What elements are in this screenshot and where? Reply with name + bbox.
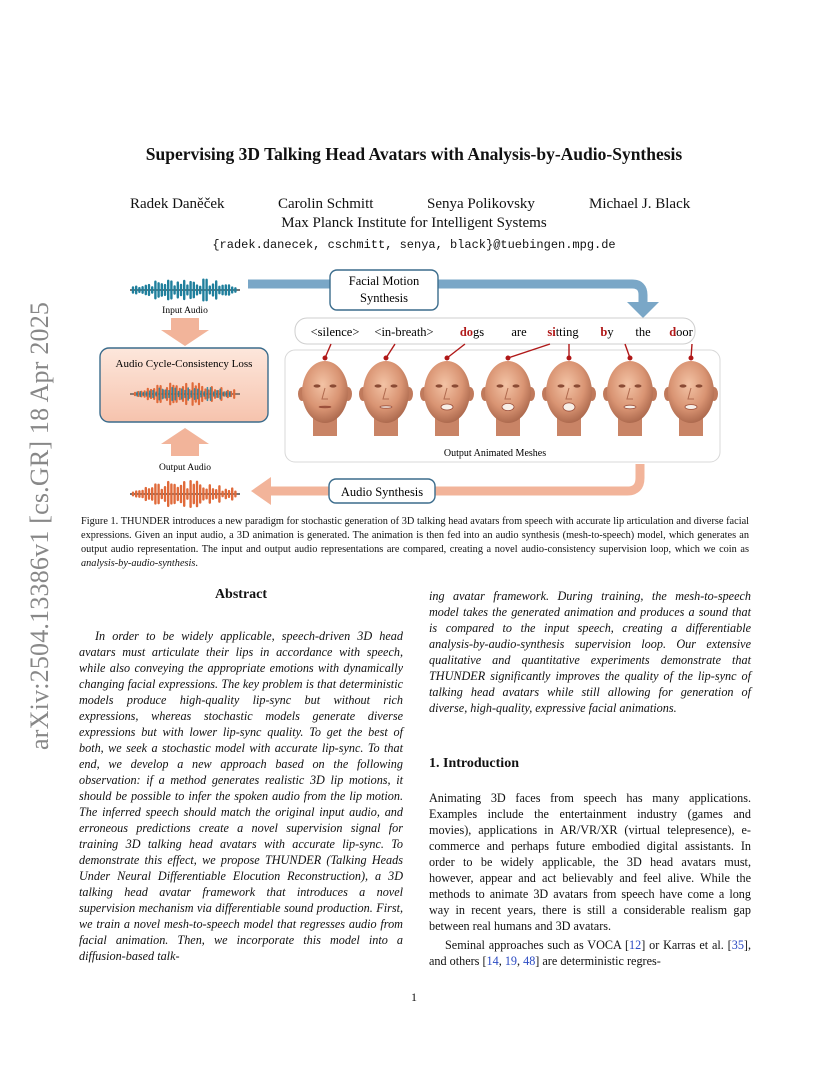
output-audio-label: Output Audio bbox=[159, 463, 211, 473]
intro-text: ] or Karras et al. [ bbox=[641, 938, 732, 952]
author-3: Senya Polikovsky bbox=[427, 196, 535, 212]
citation-link[interactable]: 35 bbox=[731, 938, 744, 952]
arxiv-stamp: arXiv:2504.13386v1 [cs.GR] 18 Apr 2025 bbox=[25, 301, 54, 750]
intro-text: , bbox=[498, 954, 505, 968]
transcript-word: dogs bbox=[459, 325, 485, 339]
arrow-head-icon bbox=[251, 477, 271, 505]
word-arrow-head bbox=[384, 356, 388, 360]
audio-synthesis-arrow bbox=[267, 464, 640, 491]
transcript-word: <in-breath> bbox=[374, 325, 434, 339]
abstract-left: In order to be widely applicable, speech-driven 3D head avatars must articulate their lips in accordance with speech, while also conveying the appropriate emotions with dynamically changing facial expressions. The key problem is that deterministic models produce high-quality lip-sync but without rich expressions, whereas stochastic models generate diverse expressions but with lower lip-sync quality. To get the best of both, we seek a stochastic model with accurate lip-sync. To that end, we develop a new approach based on the following observation: if a method generates realistic 3D lip motions, it should be possible to infer the spoken audio from the lip motion. The inferred speech should match the original input audio, and erroneous predictions create a novel supervision signal for training 3D talking head avatars with accurate lip-sync. To demonstrate this effect, we propose THUNDER (Talking Heads Under Neural Differentiable Elocution Reconstruction), a 3D talking head avatar framework that introduces a novel supervision mechanism via differentiable sound production. First, we train a novel mesh-to-speech model that regresses audio from facial animation. Then, we incorporate this model into a diffusion-based talk- bbox=[79, 629, 403, 963]
intro-text: , bbox=[517, 954, 524, 968]
citation-link[interactable]: 14 bbox=[486, 954, 499, 968]
introduction-heading: 1. Introduction bbox=[429, 756, 519, 771]
meshes-label: Output Animated Meshes bbox=[443, 448, 547, 459]
caption-emphasis: analysis-by-audio-synthesis bbox=[81, 558, 196, 569]
author-emails: {radek.danecek, cschmitt, senya, black}@tuebingen.mpg.de bbox=[212, 238, 616, 252]
intro-paragraph-2 bbox=[429, 937, 751, 969]
paper-title: Supervising 3D Talking Head Avatars with Analysis-by-Audio-Synthesis bbox=[145, 144, 683, 164]
page-number: 1 bbox=[411, 990, 417, 1004]
teaser-figure bbox=[95, 266, 735, 511]
loss-label: Audio Cycle-Consistency Loss bbox=[115, 358, 253, 370]
output-audio-waveform bbox=[130, 481, 240, 507]
transcript-word: door bbox=[669, 325, 693, 339]
caption-text: Figure 1. THUNDER introduces a new paradigm for stochastic generation of 3D talking head avatars from speech with accurate lip articulation and diverse facial expressions. Given an input audio, a 3D animation is generated. The animation is then fed into an audio synthesis (mesh-to-speech) model, which generates an output audio representation. The input and output audio representations are compared, creating a novel audio-consistency supervision loop, which we coin as bbox=[81, 516, 749, 555]
abstract-right: ing avatar framework. During training, the mesh-to-speech model takes the generated animation and produces a sound that is compared to the input speech, creating a differentiable analysis-by-audio-synthesis supervision loop. Our extensive qualitative and quantitative experiments demonstrate that THUNDER significantly improves the quality of the lip-sync of talking head avatars while still allowing for generation of diverse, high-quality, expressive facial animations. bbox=[429, 589, 751, 715]
word-arrow-head bbox=[506, 356, 510, 360]
input-audio-label: Input Audio bbox=[162, 306, 208, 316]
affiliation: Max Planck Institute for Intelligent Systems bbox=[281, 215, 547, 231]
author-1: Radek Daněček bbox=[130, 196, 225, 212]
facial-motion-arrow bbox=[248, 284, 643, 304]
caption-end: . bbox=[195, 558, 198, 569]
word-arrow-head bbox=[689, 356, 693, 360]
transcript-word: by bbox=[600, 325, 614, 339]
citation-link[interactable]: 19 bbox=[504, 954, 518, 968]
abstract-heading: Abstract bbox=[214, 587, 268, 602]
word-arrow-head bbox=[445, 356, 449, 360]
audio-synthesis-label: Audio Synthesis bbox=[340, 485, 424, 499]
author-4: Michael J. Black bbox=[589, 196, 691, 212]
author-2: Carolin Schmitt bbox=[278, 196, 374, 212]
intro-paragraph-1: Animating 3D faces from speech has many applications. Examples include the entertainment industry (games and movies), applications in AR/VR/XR (virtual telepresence), e-commerce and perhaps future embodied digital assistants. In order to be widely applicable, the 3D head avatars must, however, appear and act believably and feel alive. While the methods to animate 3D avatars from speech have come a long way in recent years, there is still a considerable realism gap between real humans and 3D avatars. bbox=[429, 791, 751, 933]
transcript-word: the bbox=[635, 325, 651, 339]
word-arrow-head bbox=[567, 356, 571, 360]
facial-motion-synthesis-label-1: Facial Motion bbox=[348, 274, 420, 288]
arrow-head-icon bbox=[627, 302, 659, 318]
word-arrow-head bbox=[323, 356, 327, 360]
transcript-word: are bbox=[511, 325, 527, 339]
down-arrow-icon bbox=[161, 318, 209, 346]
input-audio-waveform bbox=[130, 280, 240, 301]
figure-caption bbox=[81, 515, 749, 571]
citation-link[interactable]: 12 bbox=[629, 938, 642, 952]
intro-text: Seminal approaches such as VOCA [ bbox=[445, 938, 630, 952]
transcript-word: <silence> bbox=[310, 325, 360, 339]
facial-motion-synthesis-label-2: Synthesis bbox=[360, 291, 408, 305]
citation-link[interactable]: 48 bbox=[523, 954, 536, 968]
intro-text: ], and others [ bbox=[429, 938, 752, 968]
intro-text: ] are deterministic regres- bbox=[535, 954, 661, 968]
word-arrow-head bbox=[628, 356, 632, 360]
transcript-word: sitting bbox=[547, 325, 579, 339]
up-arrow-icon bbox=[161, 428, 209, 456]
